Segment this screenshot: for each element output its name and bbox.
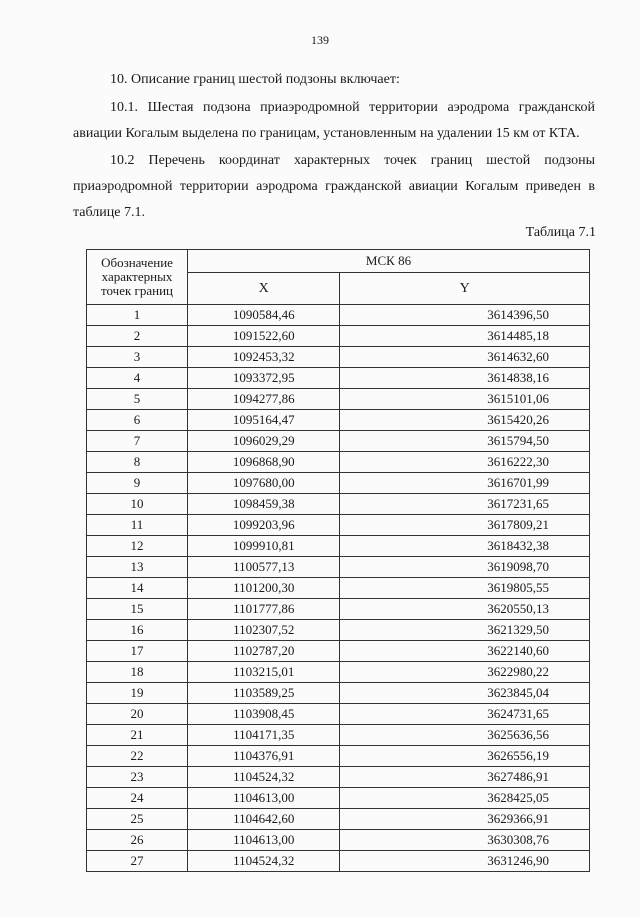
x-coordinate-cell: 1098459,38 (188, 494, 340, 515)
table-row (87, 431, 590, 452)
table-row (87, 494, 590, 515)
point-number-cell: 17 (87, 641, 188, 662)
paragraph-section-10-1: 10.1. Шестая подзона приаэродромной территории аэродрома гражданской авиации Когалым выделена по границам, установленным на удалении 15 км от КТА. (73, 100, 595, 141)
y-coordinate-cell: 3622140,60 (340, 641, 590, 662)
point-number-cell: 24 (87, 788, 188, 809)
page-number: 139 (311, 33, 329, 47)
point-number-cell: 21 (87, 725, 188, 746)
y-coordinate-cell: 3623845,04 (340, 683, 590, 704)
x-coordinate-cell: 1104642,60 (188, 809, 340, 830)
point-number-cell: 3 (87, 347, 188, 368)
x-coordinate-cell: 1093372,95 (188, 368, 340, 389)
y-coordinate-cell: 3614632,60 (340, 347, 590, 368)
x-coordinate-cell: 1101777,86 (188, 599, 340, 620)
x-coordinate-cell: 1103908,45 (188, 704, 340, 725)
table-row (87, 347, 590, 368)
table-row (87, 830, 590, 851)
table-row (87, 515, 590, 536)
x-coordinate-cell: 1091522,60 (188, 326, 340, 347)
table-row (87, 368, 590, 389)
x-coordinate-cell: 1104171,35 (188, 725, 340, 746)
header-msk: МСК 86 (188, 250, 590, 273)
table-row (87, 704, 590, 725)
x-coordinate-cell: 1099203,96 (188, 515, 340, 536)
x-coordinate-cell: 1090584,46 (188, 305, 340, 326)
y-coordinate-cell: 3614396,50 (340, 305, 590, 326)
y-coordinate-cell: 3616222,30 (340, 452, 590, 473)
y-coordinate-cell: 3616701,99 (340, 473, 590, 494)
y-coordinate-cell: 3619098,70 (340, 557, 590, 578)
table-row (87, 683, 590, 704)
point-number-cell: 19 (87, 683, 188, 704)
table-row (87, 473, 590, 494)
table-row (87, 725, 590, 746)
y-coordinate-cell: 3620550,13 (340, 599, 590, 620)
y-coordinate-cell: 3614485,18 (340, 326, 590, 347)
y-coordinate-cell: 3615101,06 (340, 389, 590, 410)
table-row (87, 599, 590, 620)
paragraph-section-10: 10. Описание границ шестой подзоны включает: (110, 72, 400, 87)
table-row (87, 452, 590, 473)
point-number-cell: 5 (87, 389, 188, 410)
table-row (87, 641, 590, 662)
x-coordinate-cell: 1100577,13 (188, 557, 340, 578)
table-row (87, 557, 590, 578)
table-row (87, 851, 590, 872)
point-number-cell: 22 (87, 746, 188, 767)
y-coordinate-cell: 3617809,21 (340, 515, 590, 536)
x-coordinate-cell: 1095164,47 (188, 410, 340, 431)
point-number-cell: 13 (87, 557, 188, 578)
y-coordinate-cell: 3625636,56 (340, 725, 590, 746)
point-number-cell: 14 (87, 578, 188, 599)
point-number-cell: 12 (87, 536, 188, 557)
point-number-cell: 10 (87, 494, 188, 515)
table-row (87, 767, 590, 788)
point-number-cell: 27 (87, 851, 188, 872)
y-coordinate-cell: 3624731,65 (340, 704, 590, 725)
point-number-cell: 11 (87, 515, 188, 536)
table-row (87, 410, 590, 431)
table-body (87, 305, 590, 872)
y-coordinate-cell: 3619805,55 (340, 578, 590, 599)
table-row (87, 326, 590, 347)
table-row (87, 578, 590, 599)
x-coordinate-cell: 1092453,32 (188, 347, 340, 368)
point-number-cell: 25 (87, 809, 188, 830)
y-coordinate-cell: 3618432,38 (340, 536, 590, 557)
y-coordinate-cell: 3614838,16 (340, 368, 590, 389)
table-row (87, 662, 590, 683)
paragraph-section-10-2: 10.2 Перечень координат характерных точек границ шестой подзоны приаэродромной территории аэродрома гражданской авиации Когалым приведен в таблице 7.1. (73, 153, 595, 220)
x-coordinate-cell: 1104613,00 (188, 830, 340, 851)
table-row (87, 389, 590, 410)
point-number-cell: 1 (87, 305, 188, 326)
y-coordinate-cell: 3627486,91 (340, 767, 590, 788)
y-coordinate-cell: 3615794,50 (340, 431, 590, 452)
coordinates-table (86, 249, 590, 872)
point-number-cell: 2 (87, 326, 188, 347)
y-coordinate-cell: 3622980,22 (340, 662, 590, 683)
header-y: Y (340, 273, 590, 305)
x-coordinate-cell: 1104524,32 (188, 767, 340, 788)
point-number-cell: 6 (87, 410, 188, 431)
x-coordinate-cell: 1101200,30 (188, 578, 340, 599)
x-coordinate-cell: 1094277,86 (188, 389, 340, 410)
y-coordinate-cell: 3629366,91 (340, 809, 590, 830)
y-coordinate-cell: 3617231,65 (340, 494, 590, 515)
x-coordinate-cell: 1103589,25 (188, 683, 340, 704)
table-row (87, 788, 590, 809)
header-point-designation: Обозначение характерных точек границ (87, 250, 188, 305)
x-coordinate-cell: 1102787,20 (188, 641, 340, 662)
table-row (87, 620, 590, 641)
table-caption: Таблица 7.1 (525, 225, 596, 240)
x-coordinate-cell: 1104524,32 (188, 851, 340, 872)
x-coordinate-cell: 1103215,01 (188, 662, 340, 683)
point-number-cell: 26 (87, 830, 188, 851)
point-number-cell: 9 (87, 473, 188, 494)
table-row (87, 536, 590, 557)
y-coordinate-cell: 3630308,76 (340, 830, 590, 851)
y-coordinate-cell: 3621329,50 (340, 620, 590, 641)
table-row (87, 746, 590, 767)
x-coordinate-cell: 1104613,00 (188, 788, 340, 809)
point-number-cell: 20 (87, 704, 188, 725)
header-x: X (188, 273, 340, 305)
x-coordinate-cell: 1096868,90 (188, 452, 340, 473)
x-coordinate-cell: 1104376,91 (188, 746, 340, 767)
point-number-cell: 15 (87, 599, 188, 620)
x-coordinate-cell: 1099910,81 (188, 536, 340, 557)
point-number-cell: 23 (87, 767, 188, 788)
point-number-cell: 18 (87, 662, 188, 683)
point-number-cell: 7 (87, 431, 188, 452)
point-number-cell: 8 (87, 452, 188, 473)
y-coordinate-cell: 3631246,90 (340, 851, 590, 872)
table-row (87, 305, 590, 326)
point-number-cell: 4 (87, 368, 188, 389)
point-number-cell: 16 (87, 620, 188, 641)
y-coordinate-cell: 3628425,05 (340, 788, 590, 809)
x-coordinate-cell: 1102307,52 (188, 620, 340, 641)
table-row (87, 809, 590, 830)
y-coordinate-cell: 3626556,19 (340, 746, 590, 767)
y-coordinate-cell: 3615420,26 (340, 410, 590, 431)
x-coordinate-cell: 1096029,29 (188, 431, 340, 452)
x-coordinate-cell: 1097680,00 (188, 473, 340, 494)
